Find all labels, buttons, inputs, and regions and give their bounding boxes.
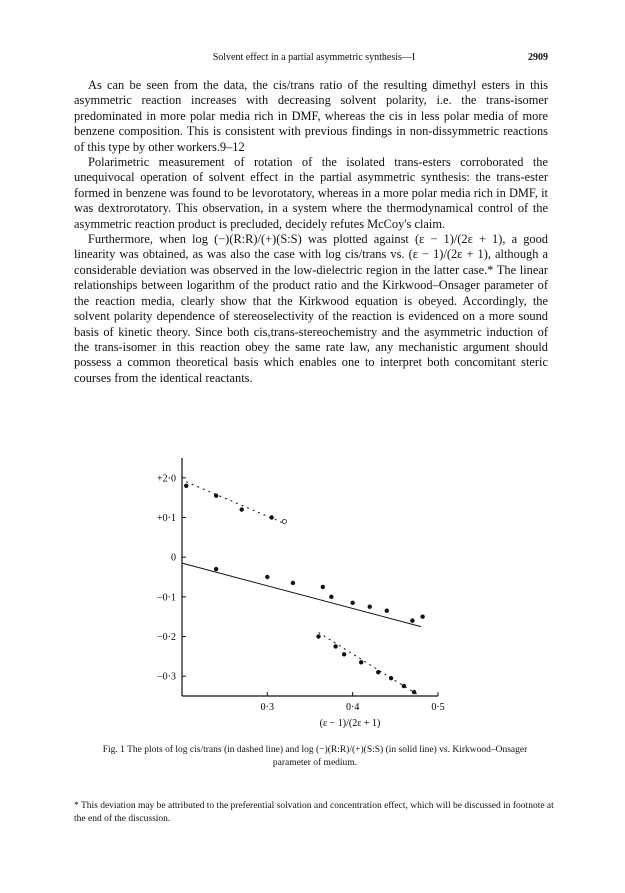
rr-ss-point bbox=[291, 581, 295, 585]
cis-trans-point bbox=[412, 690, 416, 694]
x-tick-label: 0·3 bbox=[260, 702, 275, 713]
paragraph-3: Furthermore, when log (−)(R:R)/(+)(S:S) was plotted against (ε − 1)/(2ε + 1), a good linearity was obtained, as was also the case with log cis/trans vs. (ε − 1)/(2ε + 1), although a considerable deviation was observed in the low-dielectric region in the latter case.* The linear relationships between logarithm of the product ratio and the Kirkwood–Onsager parameter of the reaction media, clearly show that the Kirkwood equation is obeyed. Accordingly, the solvent polarity dependence of stereoselectivity of the reaction is evidenced on a more sound basis of kinetic theory. Since both cis,trans-stereochemistry and the asymmetric induction of the trans-isomer in this reaction obey the same rate law, any mechanistic argument should possess a common theoretical basis which enables one to interpret both concomitant steric courses from the identical reactants. bbox=[74, 232, 548, 385]
rr-ss-point bbox=[214, 567, 218, 571]
solid-fit-line bbox=[182, 563, 421, 626]
y-tick-label: −0·1 bbox=[157, 592, 176, 604]
y-tick-label: +0·1 bbox=[157, 513, 176, 524]
running-header bbox=[80, 52, 548, 66]
x-tick-label: 0·4 bbox=[345, 702, 360, 713]
footnote: * This deviation may be attributed to the preferential solvation and concentration effect, which will be discussed in footnote at the end of the discussion. bbox=[74, 801, 554, 824]
cis-trans-point bbox=[376, 670, 380, 674]
paragraph-2: Polarimetric measurement of rotation of the isolated trans-esters corroborated the unequivocal operation of solvent effect in the partial asymmetric synthesis: the trans-ester formed in benzene was found to be levorotatory, whereas in a more polar media rich in DMF, it was dextrorotatory. This observation, in a system where the thermodynamical control of the asymmetric reaction product is precluded, decidely refutes McCoy's claim. bbox=[74, 155, 548, 231]
cis-trans-point bbox=[359, 660, 363, 664]
kirkwood-plot bbox=[120, 452, 560, 742]
cis-trans-point bbox=[282, 519, 286, 523]
paragraph-1: As can be seen from the data, the cis/trans ratio of the resulting dimethyl esters in this asymmetric reaction increases with decreasing solvent polarity, i.e. the trans-isomer predominated in more polar media rich in DMF, whereas the cis in less polar media of more benzene composition. This is consistent with previous findings in non-dissymmetric reactions of this type by other workers.9–12 bbox=[74, 78, 548, 154]
rr-ss-point bbox=[385, 609, 389, 613]
running-title: Solvent effect in a partial asymmetric synthesis—I bbox=[212, 52, 416, 63]
dashed-fit-line bbox=[319, 633, 417, 694]
cis-trans-point bbox=[240, 508, 244, 512]
figure-1 bbox=[120, 452, 560, 742]
rr-ss-point bbox=[266, 575, 270, 579]
y-tick-label: −0·2 bbox=[157, 632, 176, 643]
rr-ss-point bbox=[421, 615, 425, 619]
body-text bbox=[74, 78, 548, 386]
rr-ss-point bbox=[321, 585, 325, 589]
cis-trans-point bbox=[402, 684, 406, 688]
y-tick-label: −0·3 bbox=[157, 671, 176, 683]
y-tick-label: +2·0 bbox=[157, 473, 176, 485]
cis-trans-point bbox=[389, 676, 393, 680]
x-tick-label: 0·5 bbox=[431, 702, 445, 713]
cis-trans-point bbox=[317, 635, 321, 639]
rr-ss-point bbox=[368, 605, 372, 609]
cis-trans-point bbox=[184, 484, 188, 488]
cis-trans-point bbox=[214, 494, 218, 498]
y-tick-label: 0 bbox=[171, 552, 176, 564]
page-number: 2909 bbox=[528, 52, 548, 63]
cis-trans-point bbox=[334, 645, 338, 649]
rr-ss-point bbox=[330, 595, 334, 599]
x-axis-label: (ε − 1)/(2ε + 1) bbox=[319, 718, 381, 729]
cis-trans-point bbox=[270, 516, 274, 520]
figure-caption: Fig. 1 The plots of log cis/trans (in dashed line) and log (−)(R:R)/(+)(S:S) (in solid line) vs. Kirkwood–Onsager parameter of medium. bbox=[102, 745, 528, 768]
rr-ss-point bbox=[411, 619, 415, 623]
cis-trans-point bbox=[342, 653, 346, 657]
rr-ss-point bbox=[351, 601, 355, 605]
